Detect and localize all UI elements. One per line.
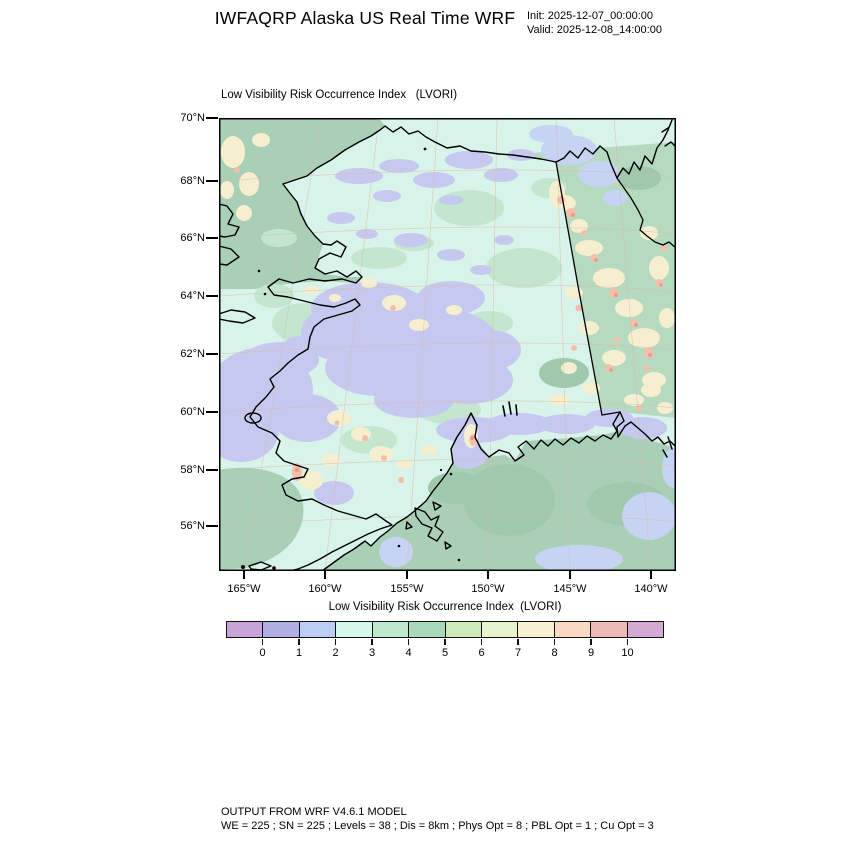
- lon-label: 165°W: [227, 583, 261, 595]
- colorbar-segment: [517, 622, 553, 637]
- colorbar-tick-label: 7: [514, 647, 522, 659]
- lat-label: 64°N: [180, 290, 205, 302]
- lon-label: 140°W: [634, 583, 668, 595]
- map-subtitle: Low Visibility Risk Occurrence Index (LVORI): [221, 89, 458, 101]
- colorbar-segment: [445, 622, 481, 637]
- lon-tick: [569, 571, 571, 579]
- colorbar-tick-label: 5: [441, 647, 449, 659]
- colorbar-segment: [627, 622, 663, 637]
- init-timestamp: Init: 2025-12-07_00:00:00: [527, 10, 653, 22]
- colorbar-tick-label: 2: [332, 647, 339, 659]
- lat-tick: [206, 469, 218, 471]
- lat-tick: [206, 295, 218, 297]
- lon-label: 155°W: [390, 583, 424, 595]
- lat-tick: [206, 525, 218, 527]
- colorbar-segment: [554, 622, 590, 637]
- lat-label: 66°N: [180, 232, 205, 244]
- map-image: [219, 118, 676, 571]
- lon-label: 160°W: [308, 583, 342, 595]
- colorbar-segment: [408, 622, 444, 637]
- colorbar-ticks: [226, 638, 664, 664]
- colorbar-tick-label: 8: [551, 647, 558, 659]
- lon-tick: [650, 571, 652, 579]
- colorbar-segment: [590, 622, 626, 637]
- colorbar-tick-label: 10: [621, 647, 634, 659]
- lat-label: 70°N: [180, 112, 205, 124]
- colorbar-segment: [299, 622, 335, 637]
- lon-tick: [324, 571, 326, 579]
- colorbar-tick: [481, 639, 482, 645]
- page-title: IWFAQRP Alaska US Real Time WRF: [214, 8, 516, 28]
- lat-tick: [206, 237, 218, 239]
- colorbar-tick: [335, 639, 336, 645]
- colorbar-tick-label: 0: [259, 647, 266, 659]
- lon-tick: [243, 571, 245, 579]
- valid-timestamp: Valid: 2025-12-08_14:00:00: [527, 23, 662, 36]
- lat-tick: [206, 411, 218, 413]
- lat-tick: [206, 180, 218, 182]
- lat-label: 60°N: [180, 406, 205, 418]
- lon-tick: [406, 571, 408, 579]
- model-output-line: OUTPUT FROM WRF V4.6.1 MODEL: [221, 806, 407, 818]
- colorbar-tick: [408, 639, 409, 645]
- lon-label: 145°W: [553, 583, 587, 595]
- colorbar-segment: [227, 622, 262, 637]
- colorbar-tick-label: 6: [478, 647, 485, 659]
- colorbar-tick: [627, 639, 628, 645]
- lon-label: 150°W: [471, 583, 505, 595]
- colorbar-segment: [372, 622, 408, 637]
- colorbar-segment: [335, 622, 371, 637]
- colorbar-tick: [444, 639, 445, 645]
- colorbar-tick: [371, 639, 372, 645]
- legend-title: Low Visibility Risk Occurrence Index (LVORI): [328, 601, 562, 613]
- colorbar-tick-label: 3: [368, 647, 376, 659]
- colorbar-tick: [298, 639, 299, 645]
- lon-tick: [487, 571, 489, 579]
- colorbar-tick: [554, 639, 555, 645]
- colorbar-tick: [517, 639, 518, 645]
- lat-label: 58°N: [180, 464, 205, 476]
- colorbar: [226, 621, 664, 638]
- lat-label: 56°N: [180, 520, 205, 532]
- lat-label: 68°N: [180, 175, 205, 187]
- colorbar-tick-label: 4: [405, 647, 412, 659]
- colorbar-tick-label: 9: [587, 647, 595, 659]
- lvori-field-layer: [219, 118, 676, 571]
- colorbar-tick: [590, 639, 591, 645]
- colorbar-segment: [262, 622, 298, 637]
- lat-label: 62°N: [180, 348, 205, 360]
- colorbar-tick: [262, 639, 263, 645]
- colorbar-segment: [481, 622, 517, 637]
- model-config-line: WE = 225 ; SN = 225 ; Levels = 38 ; Dis = 8km ; Phys Opt = 8 ; PBL Opt = 1 ; Cu Opt = 3: [221, 819, 654, 832]
- lat-tick: [206, 353, 218, 355]
- lat-tick: [206, 117, 218, 119]
- colorbar-tick-label: 1: [295, 647, 303, 659]
